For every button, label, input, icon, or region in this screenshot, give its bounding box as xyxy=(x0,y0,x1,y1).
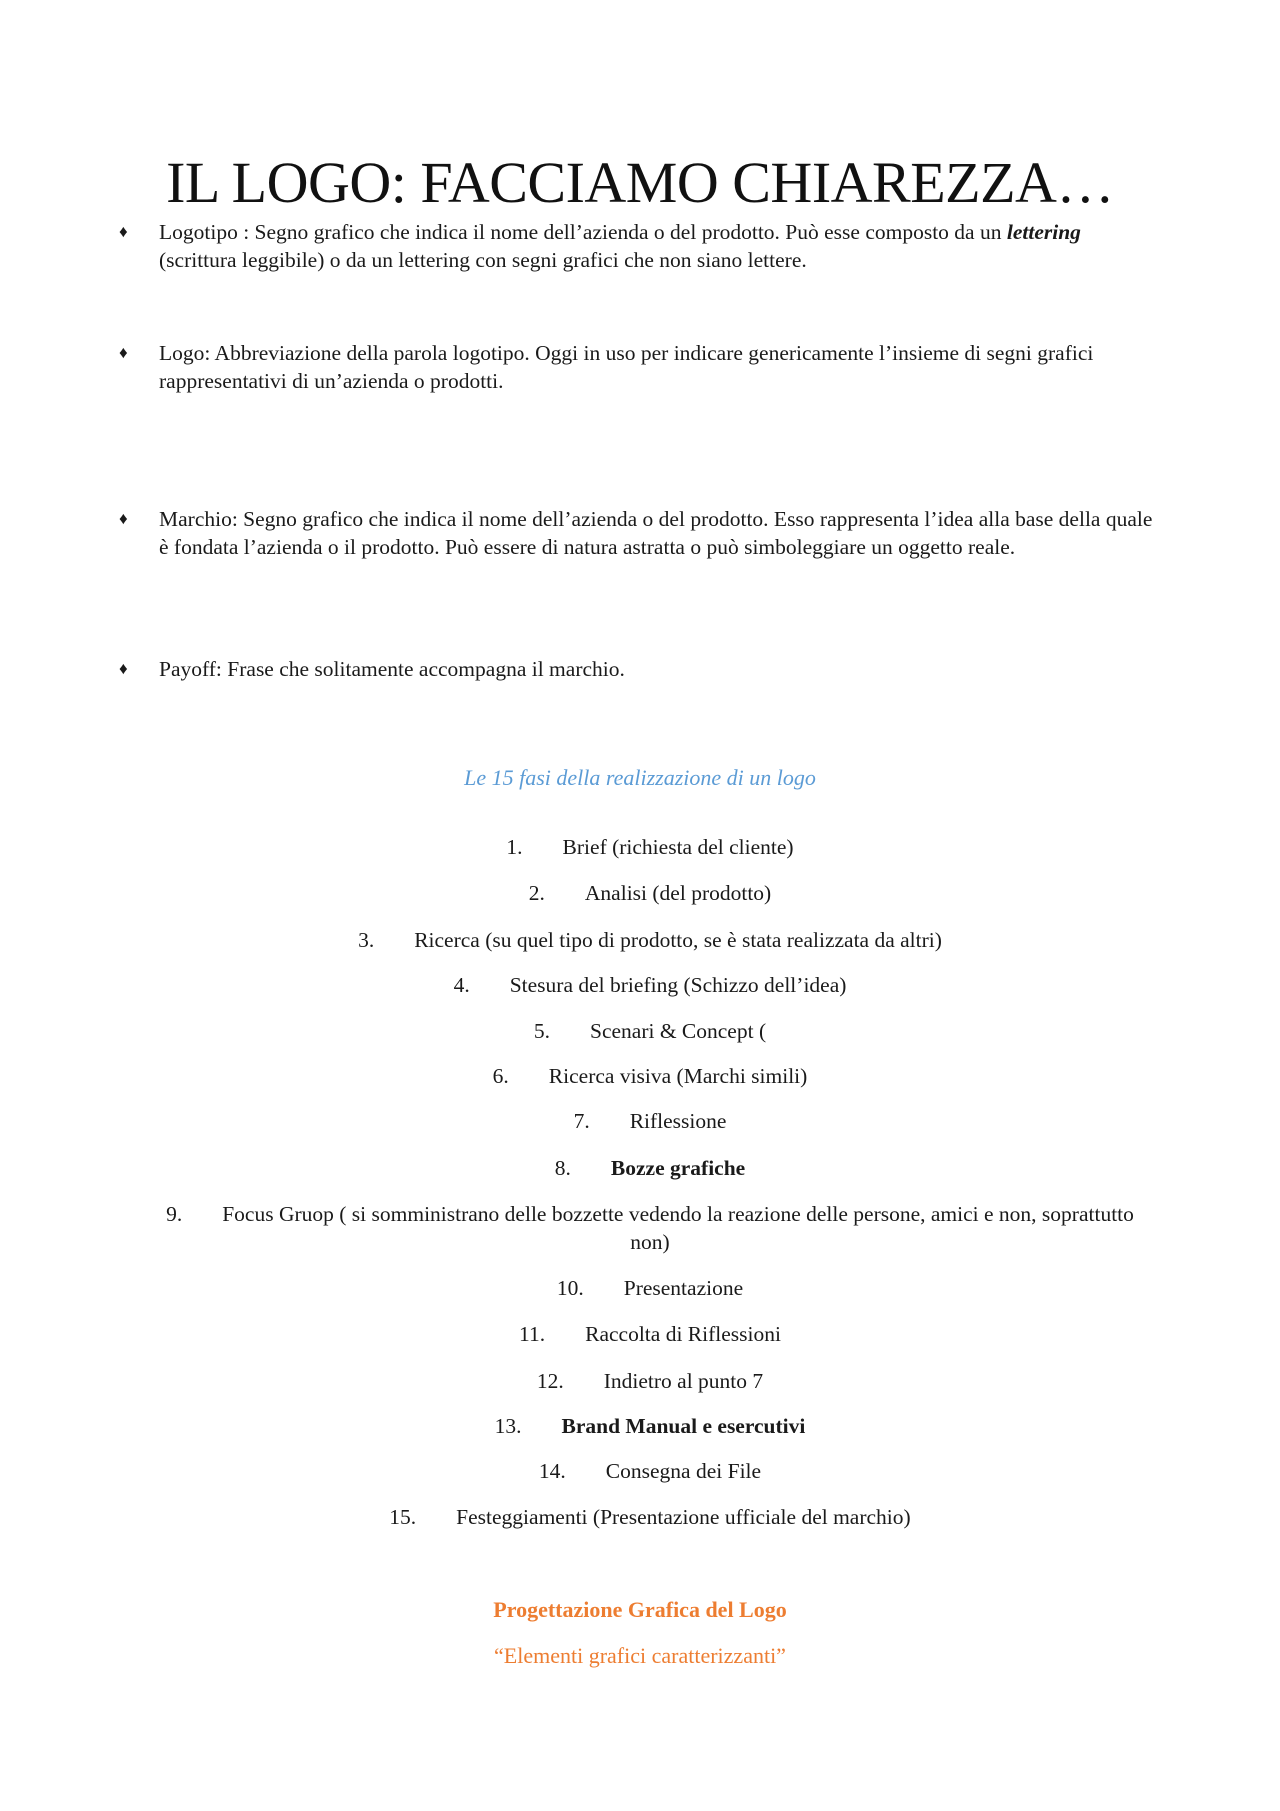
section-subtitle: “Elementi grafici caratterizzanti” xyxy=(494,1643,786,1668)
phase-item: 6. Ricerca visiva (Marchi simili) xyxy=(492,1064,808,1088)
definition-marchio xyxy=(119,505,1159,561)
emphasis-lettering: lettering xyxy=(1006,220,1081,244)
phase-item: 8. Bozze grafiche xyxy=(554,1156,746,1180)
phase-item: 10. Presentazione xyxy=(556,1276,744,1300)
definition-logotipo xyxy=(119,218,1159,274)
phase-item: 2. Analisi (del prodotto) xyxy=(528,881,772,905)
phase-item: 12. Indietro al punto 7 xyxy=(536,1369,764,1393)
definition-text: Logo: Abbreviazione della parola logotipo. Oggi in uso per indicare genericamente l’insieme di segni grafici rappresentativi di un’azienda o prodotti. xyxy=(159,341,1094,393)
phase-item: 7. Riflessione xyxy=(573,1109,727,1133)
phase-item: 3. Ricerca (su quel tipo di prodotto, se è stata realizzata da altri) xyxy=(358,928,942,952)
diamond-bullet-icon: ♦ xyxy=(119,343,128,362)
phase-item: 4. Stesura del briefing (Schizzo dell’idea) xyxy=(453,973,847,997)
definition-text: Logotipo : Segno grafico che indica il nome dell’azienda o del prodotto. Può esse composto da un lettering (scrittura leggibile) o da un lettering con segni grafici che non siano lettere. xyxy=(159,220,1081,272)
phase-item: 1. Brief (richiesta del cliente) xyxy=(506,835,794,859)
definition-logo xyxy=(119,339,1159,395)
phase-item: 9. Focus Gruop ( si somministrano delle bozzette vedendo la reazione delle persone, amici e non, soprattutto non) xyxy=(166,1202,1134,1254)
phase-item: 5. Scenari & Concept ( xyxy=(533,1019,767,1043)
page-title: IL LOGO: FACCIAMO CHIAREZZA… xyxy=(166,150,1114,215)
diamond-bullet-icon: ♦ xyxy=(119,659,128,678)
phase-item: 13. Brand Manual e esercutivi xyxy=(494,1414,806,1438)
phase-item: 14. Consegna dei File xyxy=(538,1459,762,1483)
definition-text: Payoff: Frase che solitamente accompagna il marchio. xyxy=(159,657,625,681)
phase-item: 11. Raccolta di Riflessioni xyxy=(519,1322,781,1346)
phase-item: 15. Festeggiamenti (Presentazione ufficiale del marchio) xyxy=(389,1505,911,1529)
section-title: Progettazione Grafica del Logo xyxy=(493,1597,787,1622)
diamond-bullet-icon: ♦ xyxy=(119,222,128,241)
diamond-bullet-icon: ♦ xyxy=(119,509,128,528)
definition-text: Marchio: Segno grafico che indica il nome dell’azienda o del prodotto. Esso rappresenta l’idea alla base della quale è fondata l’azienda o il prodotto. Può essere di natura astratta o può simboleggiare un oggetto reale. xyxy=(159,507,1153,559)
definition-payoff xyxy=(119,655,1159,683)
phases-heading: Le 15 fasi della realizzazione di un logo xyxy=(464,765,816,790)
